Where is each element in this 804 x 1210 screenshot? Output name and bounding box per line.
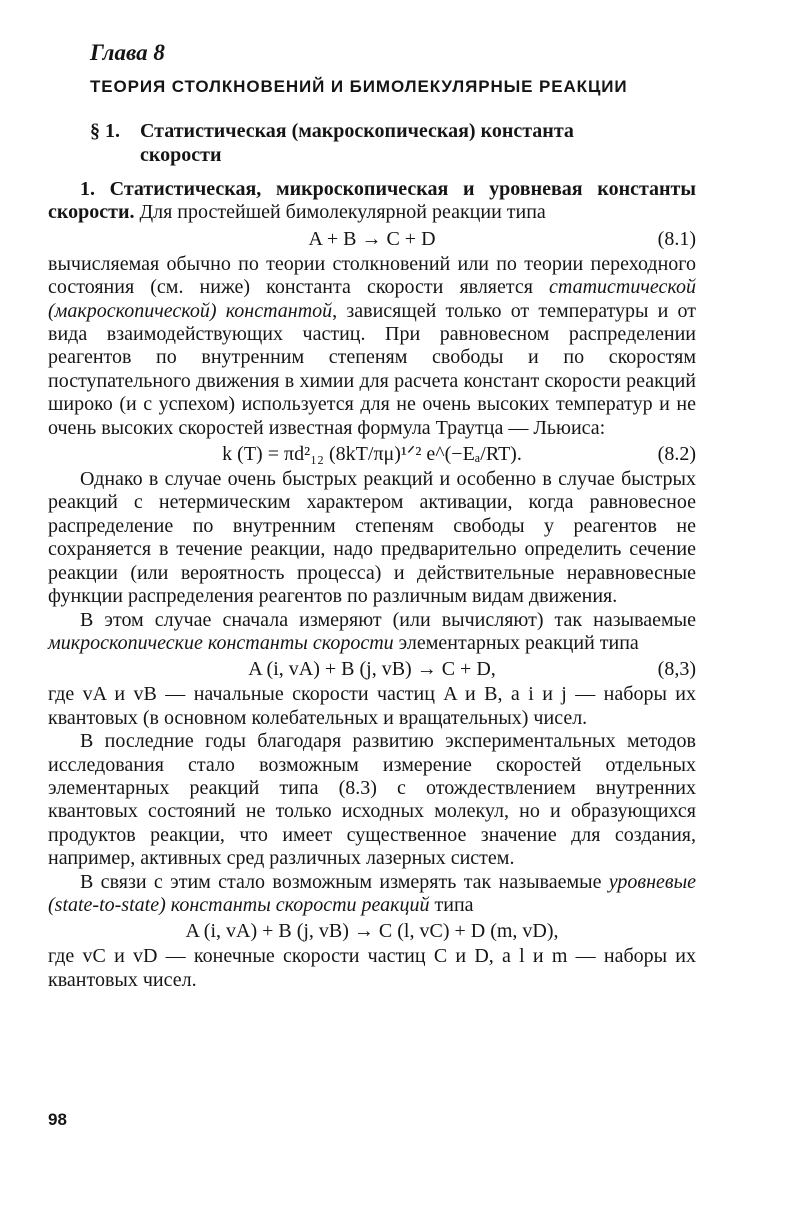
equation-8-1-expr: A + B → C + D — [308, 227, 436, 250]
paragraph-1-heading: 1. Статистическая, микроскопическая и уровневая константы скорости. — [48, 178, 696, 224]
paragraph-4 — [48, 609, 696, 656]
paragraph-1 — [48, 178, 696, 225]
paragraph-7 — [48, 871, 696, 918]
paragraph-4-italic: микроскопические константы скорости — [48, 631, 394, 654]
equation-8-3-number: (8,3) — [657, 658, 696, 681]
paragraph-6: В последние годы благодаря развитию экспериментальных методов исследования стало возможным измерение скоростей отдельных элементарных реакций типа (8.3) с отождествлением внутренних квантовых состояний не только исходных молекул, но и образующихся продуктов реакции, что имеет существенное значение для создания, например, активных сред различных лазерных систем. — [48, 730, 696, 870]
equation-8-1 — [48, 225, 696, 253]
paragraph-7-text-a: В связи с этим стало возможным измерять так называемые — [80, 870, 609, 893]
paragraph-8: где vC и vD — конечные скорости частиц C и D, а l и m — наборы их квантовых чисел. — [48, 945, 696, 991]
equation-8-3 — [48, 655, 696, 683]
chapter-label: Глава 8 — [90, 40, 165, 65]
equation-8-2-number: (8.2) — [657, 443, 696, 466]
equation-state-to-state-expr: A (i, vA) + B (j, vB) → C (l, vC) + D (m, vD), — [185, 920, 559, 943]
section-title-line1: Статистическая (макроскопическая) константа — [140, 120, 574, 142]
paragraph-7-italic: уровневые (state-to-state) константы скорости реакций — [48, 870, 696, 916]
paragraph-3: Однако в случае очень быстрых реакций и особенно в случае быстрых реакций с нетермическим характером активации, когда равновесное распределение по внутренним степеням свободы у реагентов не сохраняется в течение реакции, надо предварительно определить сечение реакции (или вероятность процесса) и действительные неравновесные функции распределения реагентов по различным видам движения. — [48, 468, 696, 608]
paragraph-4-text-b: элементарных реакций типа — [393, 631, 639, 654]
page-number: 98 — [48, 1110, 67, 1129]
body-text — [48, 178, 696, 992]
paragraph-4-text-a: В этом случае сначала измеряют (или вычисляют) так называемые — [80, 608, 696, 631]
equation-8-1-number: (8.1) — [657, 227, 696, 250]
paragraph-2-italic: статистической (макроскопической) константой — [48, 276, 696, 322]
section-title-line2: скорости — [140, 144, 222, 166]
paragraph-1-text: Для простейшей бимолекулярной реакции типа — [134, 201, 546, 224]
paragraph-2 — [48, 253, 696, 440]
section-sign: § 1. — [90, 120, 120, 142]
equation-8-2-expr: k (T) = πd²₁₂ (8kT/πμ)¹ᐟ² e^(−Eₐ/RT). — [222, 443, 522, 466]
paragraph-2-text-a: вычисляемая обычно по теории столкновений или по теории переходного состояния (см. ниже) константа скорости является — [48, 252, 696, 299]
paragraph-2-text-b: , зависящей только от температуры и от вида взаимодействующих частиц. При равновесном распределении реагентов по внутренним степеням свободы и по скоростям поступательного движения в химии для расчета констант скорости реакций широко (и с успехом) используется для не очень высоких температур и не очень высоких скоростей известная формула Траутца — Льюиса: — [48, 299, 697, 439]
paragraph-7-text-b: типа — [429, 893, 474, 916]
equation-state-to-state — [48, 917, 696, 945]
paragraph-5: где vA и vB — начальные скорости частиц A и B, а i и j — наборы их квантовых (в основном колебательных и вращательных) чисел. — [48, 683, 696, 729]
chapter-title: ТЕОРИЯ СТОЛКНОВЕНИЙ И БИМОЛЕКУЛЯРНЫЕ РЕАКЦИИ — [90, 77, 628, 96]
equation-8-3-expr: A (i, vA) + B (j, vB) → C + D, — [248, 658, 496, 681]
equation-8-2 — [48, 440, 696, 468]
section-heading — [90, 119, 650, 167]
